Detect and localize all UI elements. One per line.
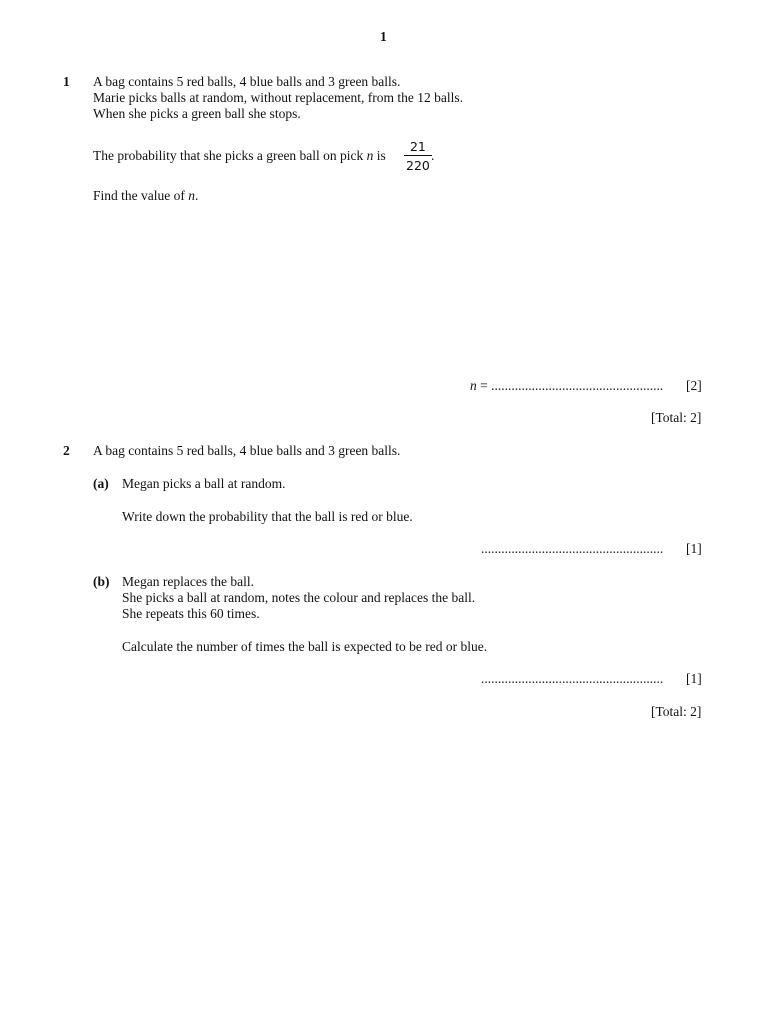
q1-fraction-period: . <box>431 148 435 163</box>
q1-probability-fraction <box>404 139 435 173</box>
q2b-text-line-1: Megan replaces the ball. <box>122 574 254 589</box>
q2b-text-line-4: Calculate the number of times the ball is expected to be red or blue. <box>122 639 488 654</box>
q1-marks: [2] <box>686 378 702 393</box>
question-2-number: 2 <box>63 443 70 458</box>
q1-find-variable: n <box>188 188 195 203</box>
fraction-numerator: 21 <box>409 139 426 154</box>
q2b-text-line-2: She picks a ball at random, notes the colour and replaces the ball. <box>122 590 476 605</box>
q1-find-text: Find the value of <box>93 188 185 203</box>
q2a-answer-line[interactable]: ...................................................... <box>481 541 664 556</box>
q1-find-period: . <box>194 188 199 203</box>
q1-probability-is: is <box>376 148 386 163</box>
q1-answer-line[interactable] <box>470 378 663 394</box>
q1-probability-text: The probability that she picks a green ball on pick <box>93 148 364 163</box>
q1-find-instruction <box>93 188 198 204</box>
q1-answer-variable: n <box>470 378 477 393</box>
question-1-number: 1 <box>63 74 70 89</box>
q1-text-line-2: Marie picks balls at random, without replacement, from the 12 balls. <box>93 90 464 105</box>
q2b-marks: [1] <box>686 671 702 686</box>
q2a-text-line-1: Megan picks a ball at random. <box>122 476 286 491</box>
q1-text-line-1: A bag contains 5 red balls, 4 blue balls and 3 green balls. <box>93 74 401 89</box>
q2b-answer-line[interactable]: ...................................................... <box>481 671 664 686</box>
fraction-bar <box>404 155 432 156</box>
q2-total: [Total: 2] <box>651 704 702 719</box>
q1-total: [Total: 2] <box>651 410 702 425</box>
q2a-marks: [1] <box>686 541 702 556</box>
q2b-label: (b) <box>93 574 110 589</box>
fraction-denominator: 220 <box>406 158 430 173</box>
q1-answer-blank: = ................................................... <box>480 378 664 393</box>
q2b-text-line-3: She repeats this 60 times. <box>122 606 260 621</box>
q1-text-line-3: When she picks a green ball she stops. <box>93 106 301 121</box>
page-number: 1 <box>380 29 387 44</box>
q2a-text-line-2: Write down the probability that the ball is red or blue. <box>122 509 413 524</box>
q1-probability-variable: n <box>366 148 374 163</box>
q2-text-line-1: A bag contains 5 red balls, 4 blue balls and 3 green balls. <box>93 443 401 458</box>
q2a-label: (a) <box>93 476 109 491</box>
q1-probability-statement <box>93 148 386 164</box>
